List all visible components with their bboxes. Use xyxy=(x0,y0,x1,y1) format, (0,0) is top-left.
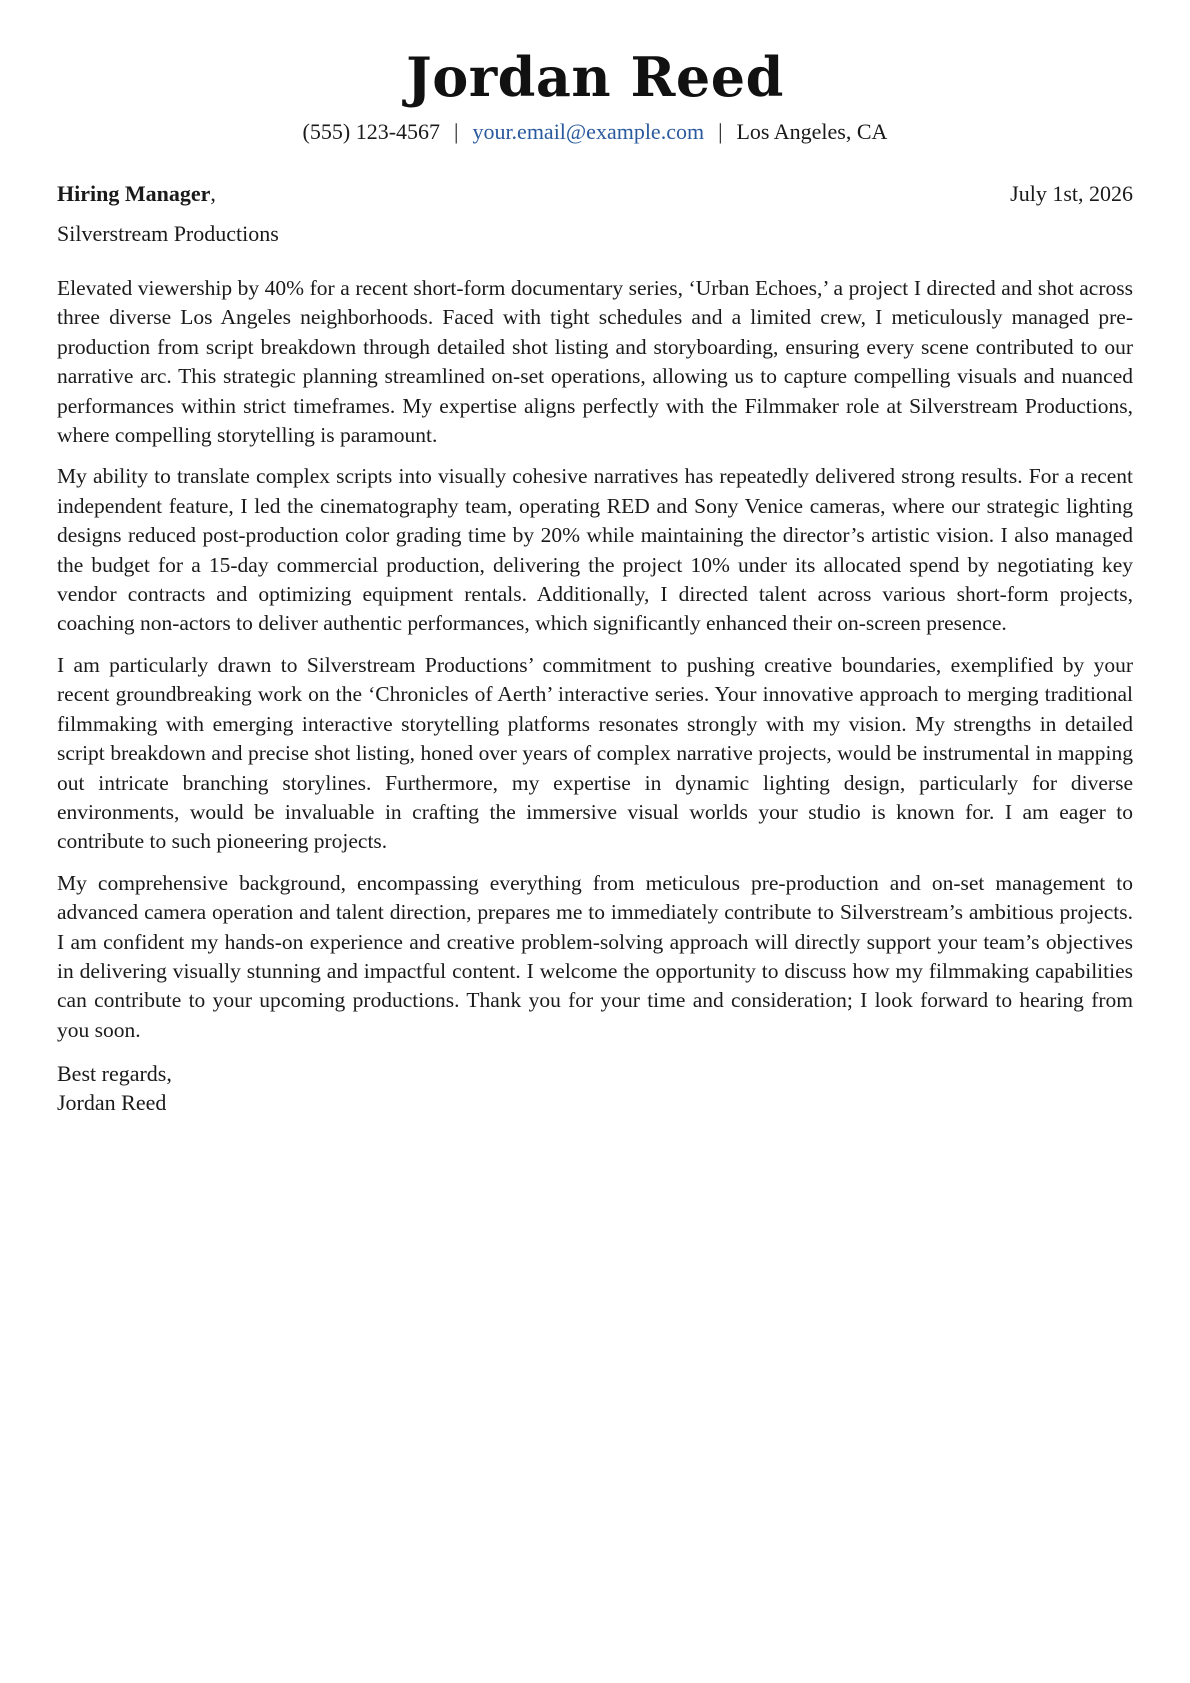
contact-line xyxy=(57,118,1133,146)
phone-number: (555) 123-4567 xyxy=(302,119,441,144)
recipient-date-row xyxy=(57,180,1133,208)
contact-separator: | xyxy=(718,119,723,144)
applicant-name: Jordan Reed xyxy=(406,45,784,109)
body-paragraph: My comprehensive background, encompassing everything from meticulous pre-production and on-set management to advanced camera operation and talent direction, prepares me to immediately contribute to Silverstream’s ambitious projects. I am confident my hands-on experience and creative problem-solving approach will directly support your team’s objectives in delivering visually stunning and impactful content. I welcome the opportunity to discuss how my filmmaking capabilities can contribute to your upcoming productions. Thank you for your time and consideration; I look forward to hearing from you soon. xyxy=(57,870,1133,1042)
recipient-name: Hiring Manager xyxy=(57,181,211,206)
contact-separator: | xyxy=(454,119,459,144)
recipient-company: Silverstream Productions xyxy=(57,221,279,246)
recipient-comma: , xyxy=(210,181,216,206)
recipient xyxy=(57,180,216,208)
body-paragraph: Elevated viewership by 40% for a recent short-form documentary series, ‘Urban Echoes,’ a project I directed and shot across three diverse Los Angeles neighborhoods. Faced with tight schedules and a limited crew, I meticulously managed pre-production from script breakdown through detailed shot listing and storyboarding, ensuring every scene contributed to our narrative arc. This strategic planning streamlined on-set operations, allowing us to capture compelling visuals and nuanced performances within strict timeframes. My expertise aligns perfectly with the Filmmaker role at Silverstream Productions, where compelling storytelling is paramount. xyxy=(57,276,1133,448)
letter-body xyxy=(57,274,1133,1045)
signature-name: Jordan Reed xyxy=(57,1090,167,1116)
closing-block xyxy=(57,1059,1133,1117)
body-paragraph: My ability to translate complex scripts into visually cohesive narratives has repeatedly delivered strong results. For a recent independent feature, I led the cinematography team, operating RED and Sony Venice cameras, where our strategic lighting designs reduced post-production color grading time by 20% while maintaining the director’s artistic vision. I also managed the budget for a 15-day commercial production, delivering the project 10% under its allocated spend by negotiating key vendor contracts and optimizing equipment rentals. Additionally, I directed talent across various short-form projects, coaching non-actors to deliver authentic performances, which significantly enhanced their on-screen presence. xyxy=(57,464,1133,636)
letter-date: July 1st, 2026 xyxy=(1010,181,1133,206)
email-link[interactable]: your.email@example.com xyxy=(472,119,705,144)
body-paragraph: I am particularly drawn to Silverstream Productions’ commitment to pushing creative boundaries, exemplified by your recent groundbreaking work on the ‘Chronicles of Aerth’ interactive series. Your innovative approach to merging traditional filmmaking with emerging interactive storytelling platforms resonates strongly with my vision. My strengths in detailed script breakdown and precise shot listing, honed over years of complex narrative projects, would be instrumental in mapping out intricate branching storylines. Furthermore, my expertise in dynamic lighting design, particularly for diverse environments, would be invaluable in crafting the immersive visual worlds your studio is known for. I am eager to contribute to such pioneering projects. xyxy=(57,652,1133,854)
closing-salutation: Best regards, xyxy=(57,1061,172,1087)
location: Los Angeles, CA xyxy=(736,119,888,144)
